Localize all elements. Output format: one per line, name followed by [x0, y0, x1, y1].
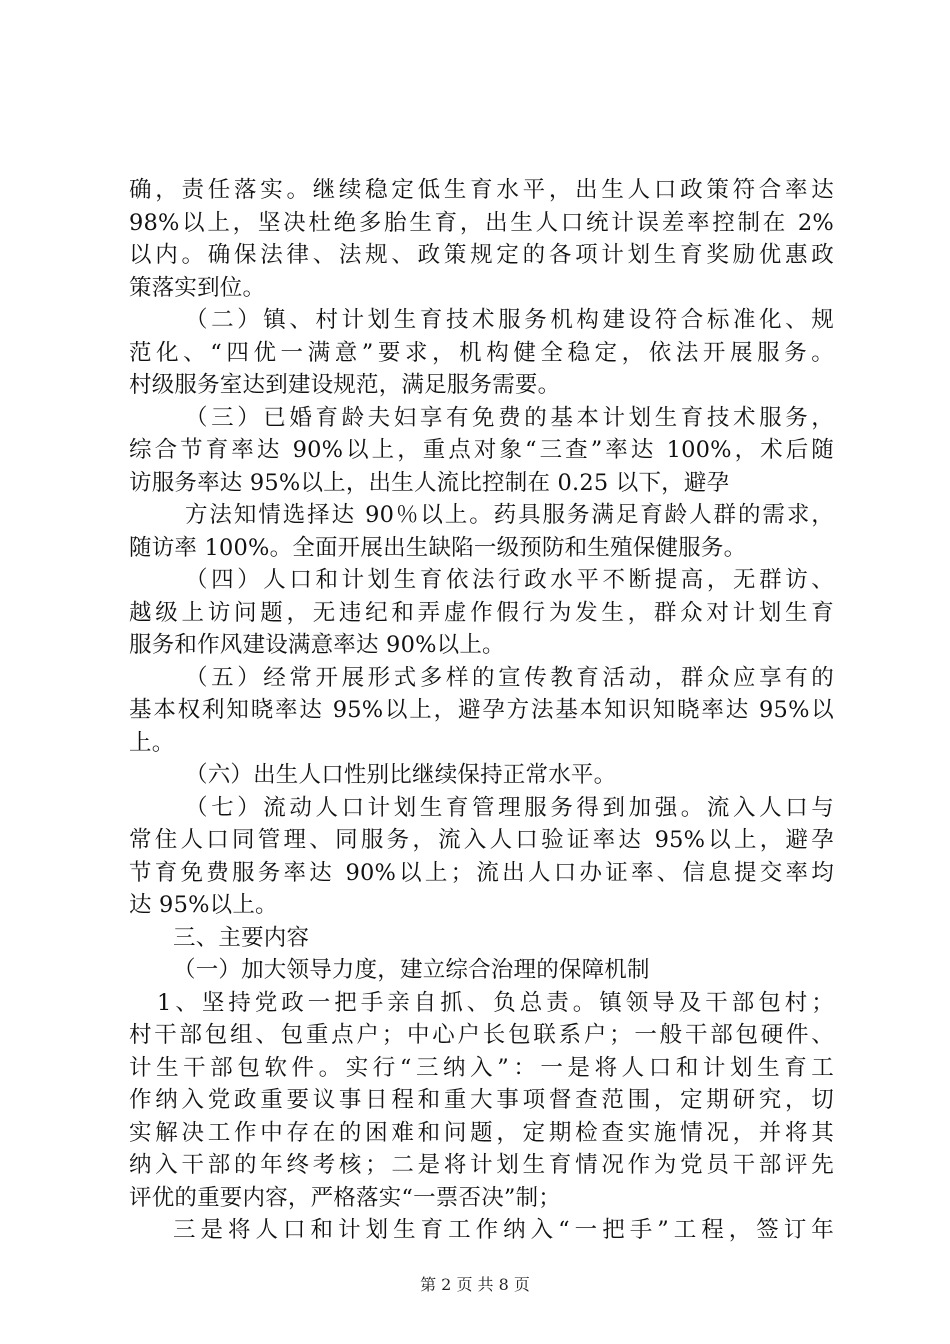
- text-line: 方法知情选择达 90％以上。药具服务满足育龄人群的需求，: [185, 502, 834, 528]
- text-line: 以内。确保法律、法规、政策规定的各项计划生育奖励优惠政: [129, 242, 834, 268]
- text-line: 计生干部包软件。实行“三纳入”：一是将人口和计划生育工: [129, 1054, 834, 1081]
- text-line: 评优的重要内容，严格落实“一票否决”制；: [129, 1184, 562, 1211]
- text-line: 常住人口同管理、同服务，流入人口验证率达 95%以上，避孕: [129, 827, 834, 853]
- text-line: 上。: [129, 729, 175, 756]
- text-line: 策落实到位。: [129, 274, 266, 301]
- section-heading: 三、主要内容: [173, 924, 310, 951]
- text-line: 节育免费服务率达 90%以上；流出人口办证率、信息提交率均: [129, 859, 834, 886]
- text-line: 随访率 100%。全面开展出生缺陷一级预防和生殖保健服务。: [129, 534, 747, 561]
- text-line: 范化、“四优一满意”要求，机构健全稳定，依法开展服务。: [129, 339, 834, 366]
- text-line: 综合节育率达 90%以上，重点对象“三查”率达 100%，术后随: [129, 437, 834, 463]
- text-line: 确，责任落实。继续稳定低生育水平，出生人口政策符合率达: [129, 177, 834, 203]
- page-number-footer: 第 2 页 共 8 页: [420, 1275, 530, 1294]
- text-line: （二）镇、村计划生育技术服务机构建设符合标准化、规: [185, 307, 834, 333]
- text-line: 实解决工作中存在的困难和问题，定期检查实施情况，并将其: [129, 1119, 834, 1146]
- text-line: 访服务率达 95%以上，出生人流比控制在 0.25 以下，避孕: [129, 469, 730, 496]
- text-line: 越级上访问题，无违纪和弄虚作假行为发生，群众对计划生育: [129, 599, 834, 626]
- text-line: 村干部包组、包重点户；中心户长包联系户；一般干部包硬件、: [129, 1022, 834, 1048]
- text-line: 达 95%以上。: [129, 892, 278, 918]
- subsection-heading: （一）加大领导力度，建立综合治理的保障机制: [173, 957, 650, 983]
- text-line: 98%以上，坚决杜绝多胎生育，出生人口统计误差率控制在 2%: [129, 209, 834, 236]
- text-line: 作纳入党政重要议事日程和重大事项督查范围，定期研究，切: [129, 1087, 834, 1113]
- text-line: （三）已婚育龄夫妇享有免费的基本计划生育技术服务，: [185, 404, 834, 431]
- text-line: 村级服务室达到建设规范，满足服务需要。: [129, 372, 561, 398]
- text-line: （四）人口和计划生育依法行政水平不断提高，无群访、: [185, 567, 834, 593]
- text-line: （五）经常开展形式多样的宣传教育活动，群众应享有的: [185, 664, 834, 691]
- text-line: 纳入干部的年终考核；二是将计划生育情况作为党员干部评先: [129, 1152, 834, 1178]
- text-line: 基本权利知晓率达 95%以上，避孕方法基本知识知晓率达 95%以: [129, 697, 834, 723]
- document-body: [129, 174, 834, 1247]
- text-line: （七）流动人口计划生育管理服务得到加强。流入人口与: [185, 794, 834, 821]
- text-line: 1、坚持党政一把手亲自抓、负总责。镇领导及干部包村；: [157, 989, 834, 1016]
- text-line: （六）出生人口性别比继续保持正常水平。: [185, 762, 617, 788]
- text-line: 三是将人口和计划生育工作纳入“一把手”工程，签订年: [173, 1217, 834, 1243]
- text-line: 服务和作风建设满意率达 90%以上。: [129, 632, 505, 658]
